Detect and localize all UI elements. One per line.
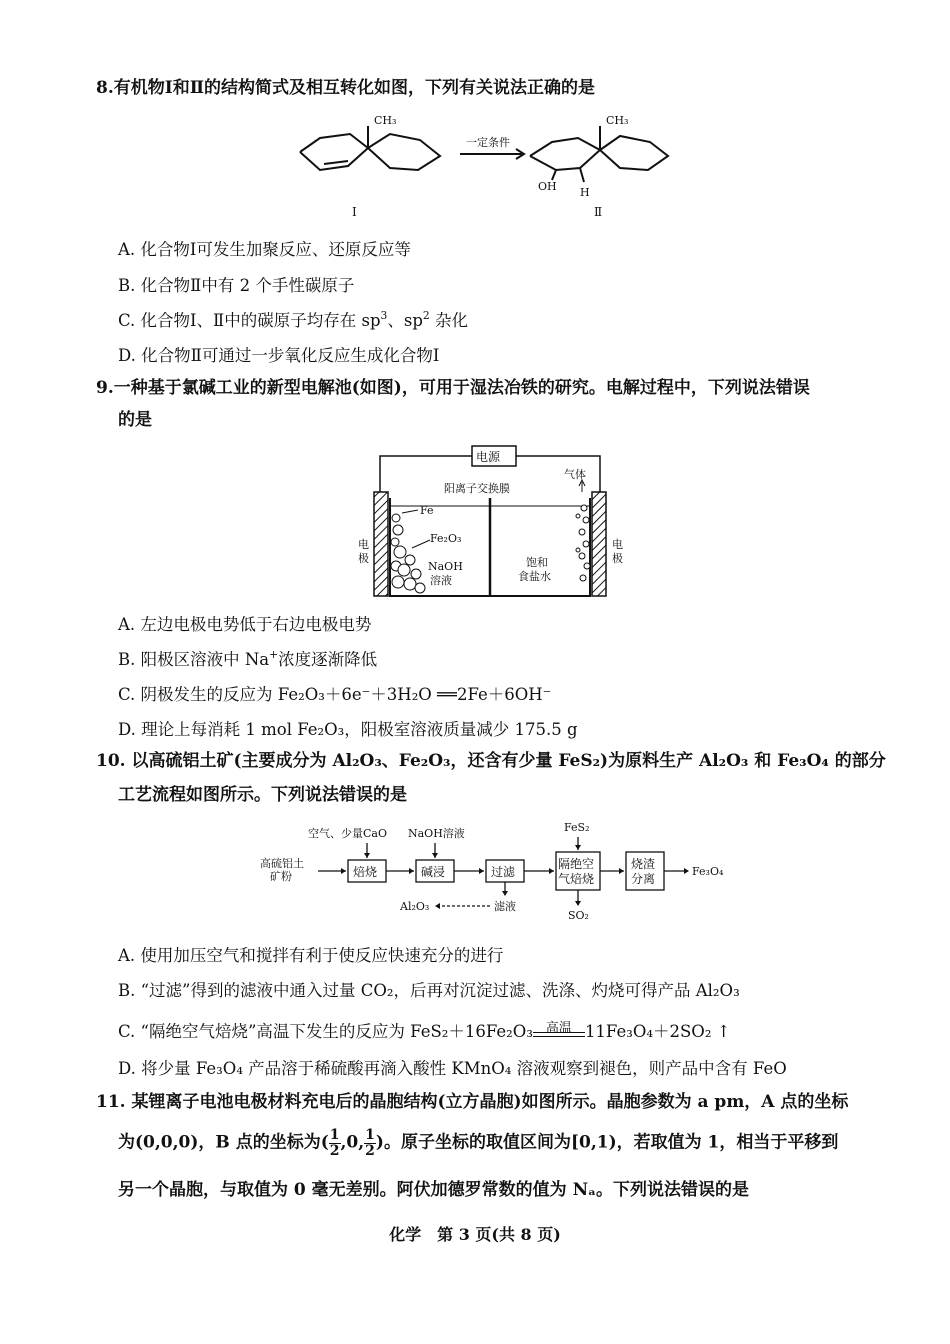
- q10-condition: 高温: [545, 1021, 572, 1036]
- q8-h-label: H: [580, 186, 590, 199]
- q9-saturated-label: 饱和: [526, 556, 548, 569]
- q10-naoh-label: NaOH溶液: [408, 827, 465, 840]
- q10-option-c: C. “隔绝空气焙烧”高温下发生的反应为 FeS₂＋16Fe₂O₃ 高温 11Fe₃O₄＋2SO₂ ↑: [118, 1018, 731, 1042]
- q9-option-c: C. 阴极发生的反应为 Fe₂O₃＋6e⁻＋3H₂O ══2Fe＋6OH⁻: [118, 685, 552, 704]
- q10-fe3o4-label: Fe₃O₄: [692, 865, 724, 878]
- q10-leach-box: 碱浸: [421, 865, 446, 879]
- q9-right-electrode-1: 电: [612, 538, 623, 551]
- q10-isolate-box-1: 隔绝空: [558, 857, 595, 871]
- q9-naoh-label: NaOH: [428, 560, 463, 573]
- q8-ch3-2: CH₃: [606, 114, 629, 127]
- q8-label-1: Ⅰ: [352, 205, 357, 219]
- q10-filter-box: 过滤: [491, 865, 516, 879]
- q9-brine-label: 食盐水: [518, 570, 551, 583]
- q11-line-3: 另一个晶胞，与取值为 0 毫无差别。阿伏加德罗常数的值为 Nₐ。下列说法错误的是: [118, 1180, 750, 1200]
- q10-isolate-box-2: 气焙烧: [558, 872, 595, 886]
- q10-option-d: D. 将少量 Fe₃O₄ 产品溶于稀硫酸再滴入酸性 KMnO₄ 溶液观察到褪色，则产品中含有 FeO: [118, 1059, 787, 1078]
- q8-option-a: A. 化合物Ⅰ可发生加聚反应、还原反应等: [118, 240, 411, 259]
- q9-power-label: 电源: [476, 450, 501, 464]
- q8-ch3-1: CH₃: [374, 114, 397, 127]
- q10-al2o3-label: Al₂O₃: [400, 900, 430, 913]
- q9-left-electrode-1: 电: [358, 538, 369, 551]
- q9-option-b: B. 阳极区溶液中 Na+浓度逐渐降低: [118, 648, 378, 669]
- q9-right-electrode-2: 极: [612, 552, 623, 565]
- q9-membrane-label: 阳离子交换膜: [444, 482, 510, 495]
- q11-line-2: 为(0,0,0)，B 点的坐标为( $\frac{1}{2}$ ,0, $\frac{1}{2}$ )。原子坐标的取值区间为[0,1)，若取值为 1，相当于平移到: [118, 1127, 839, 1159]
- q10-filtrate-label: 滤液: [494, 900, 516, 913]
- q8-reaction-figure: [290, 108, 670, 226]
- q11-line-1: 11. 某锂离子电池电极材料充电后的晶胞结构(立方晶胞)如图所示。晶胞参数为 a pm，A 点的坐标: [96, 1092, 849, 1112]
- q10-stem-line-2: 工艺流程如图所示。下列说法错误的是: [118, 785, 407, 805]
- q10-separate-box-2: 分离: [631, 872, 656, 886]
- q9-solution-label: 溶液: [430, 574, 452, 587]
- page-footer: 化学 第 3 页(共 8 页): [389, 1225, 561, 1244]
- q10-air-label: 空气、少量CaO: [308, 827, 387, 840]
- q10-so2-label: SO₂: [568, 909, 589, 922]
- q9-stem-line-1: 9.一种基于氯碱工业的新型电解池(如图)，可用于湿法冶铁的研究。电解过程中，下列说法错误: [96, 378, 810, 398]
- q9-option-a: A. 左边电极电势低于右边电极电势: [118, 615, 372, 634]
- q9-electrolysis-figure: [354, 440, 634, 600]
- q8-stem: 8.有机物Ⅰ和Ⅱ的结构简式及相互转化如图，下列有关说法正确的是: [96, 78, 596, 98]
- q8-label-2: Ⅱ: [594, 205, 603, 219]
- q8-arrow-label: 一定条件: [466, 136, 510, 149]
- q8-option-c: C. 化合物Ⅰ、Ⅱ中的碳原子均存在 $sp^3$、$sp^2$ 杂化: [118, 309, 468, 330]
- q9-gas-label: 气体: [564, 468, 586, 481]
- q10-raw-2: 矿粉: [270, 870, 292, 883]
- q10-flowchart: [258, 815, 738, 925]
- q9-fe-label: Fe: [420, 504, 434, 517]
- q9-fe2o3-label: Fe₂O₃: [430, 532, 462, 545]
- q9-stem-line-2: 的是: [118, 410, 152, 430]
- q9-left-electrode-2: 极: [358, 552, 369, 565]
- q10-separate-box-1: 烧渣: [631, 857, 656, 871]
- q10-option-b: B. “过滤”得到的滤液中通入过量 CO₂，后再对沉淀过滤、洗涤、灼烧可得产品 Al₂O₃: [118, 981, 740, 1000]
- q10-raw-1: 高硫铝土: [260, 857, 304, 870]
- q8-option-d: D. 化合物Ⅱ可通过一步氧化反应生成化合物Ⅰ: [118, 346, 440, 365]
- q10-stem-line-1: 10. 以高硫铝土矿(主要成分为 Al₂O₃、Fe₂O₃，还含有少量 FeS₂)为原料生产 Al₂O₃ 和 Fe₃O₄ 的部分: [96, 751, 886, 771]
- q8-oh-label: OH: [538, 180, 557, 193]
- q10-fes2-label: FeS₂: [564, 821, 590, 834]
- q10-option-a: A. 使用加压空气和搅拌有利于使反应快速充分的进行: [118, 946, 504, 965]
- q9-option-d: D. 理论上每消耗 1 mol Fe₂O₃，阳极室溶液质量减少 175.5 g: [118, 720, 578, 739]
- q8-option-b: B. 化合物Ⅱ中有 2 个手性碳原子: [118, 276, 355, 295]
- q10-roast-box: 焙烧: [353, 865, 378, 879]
